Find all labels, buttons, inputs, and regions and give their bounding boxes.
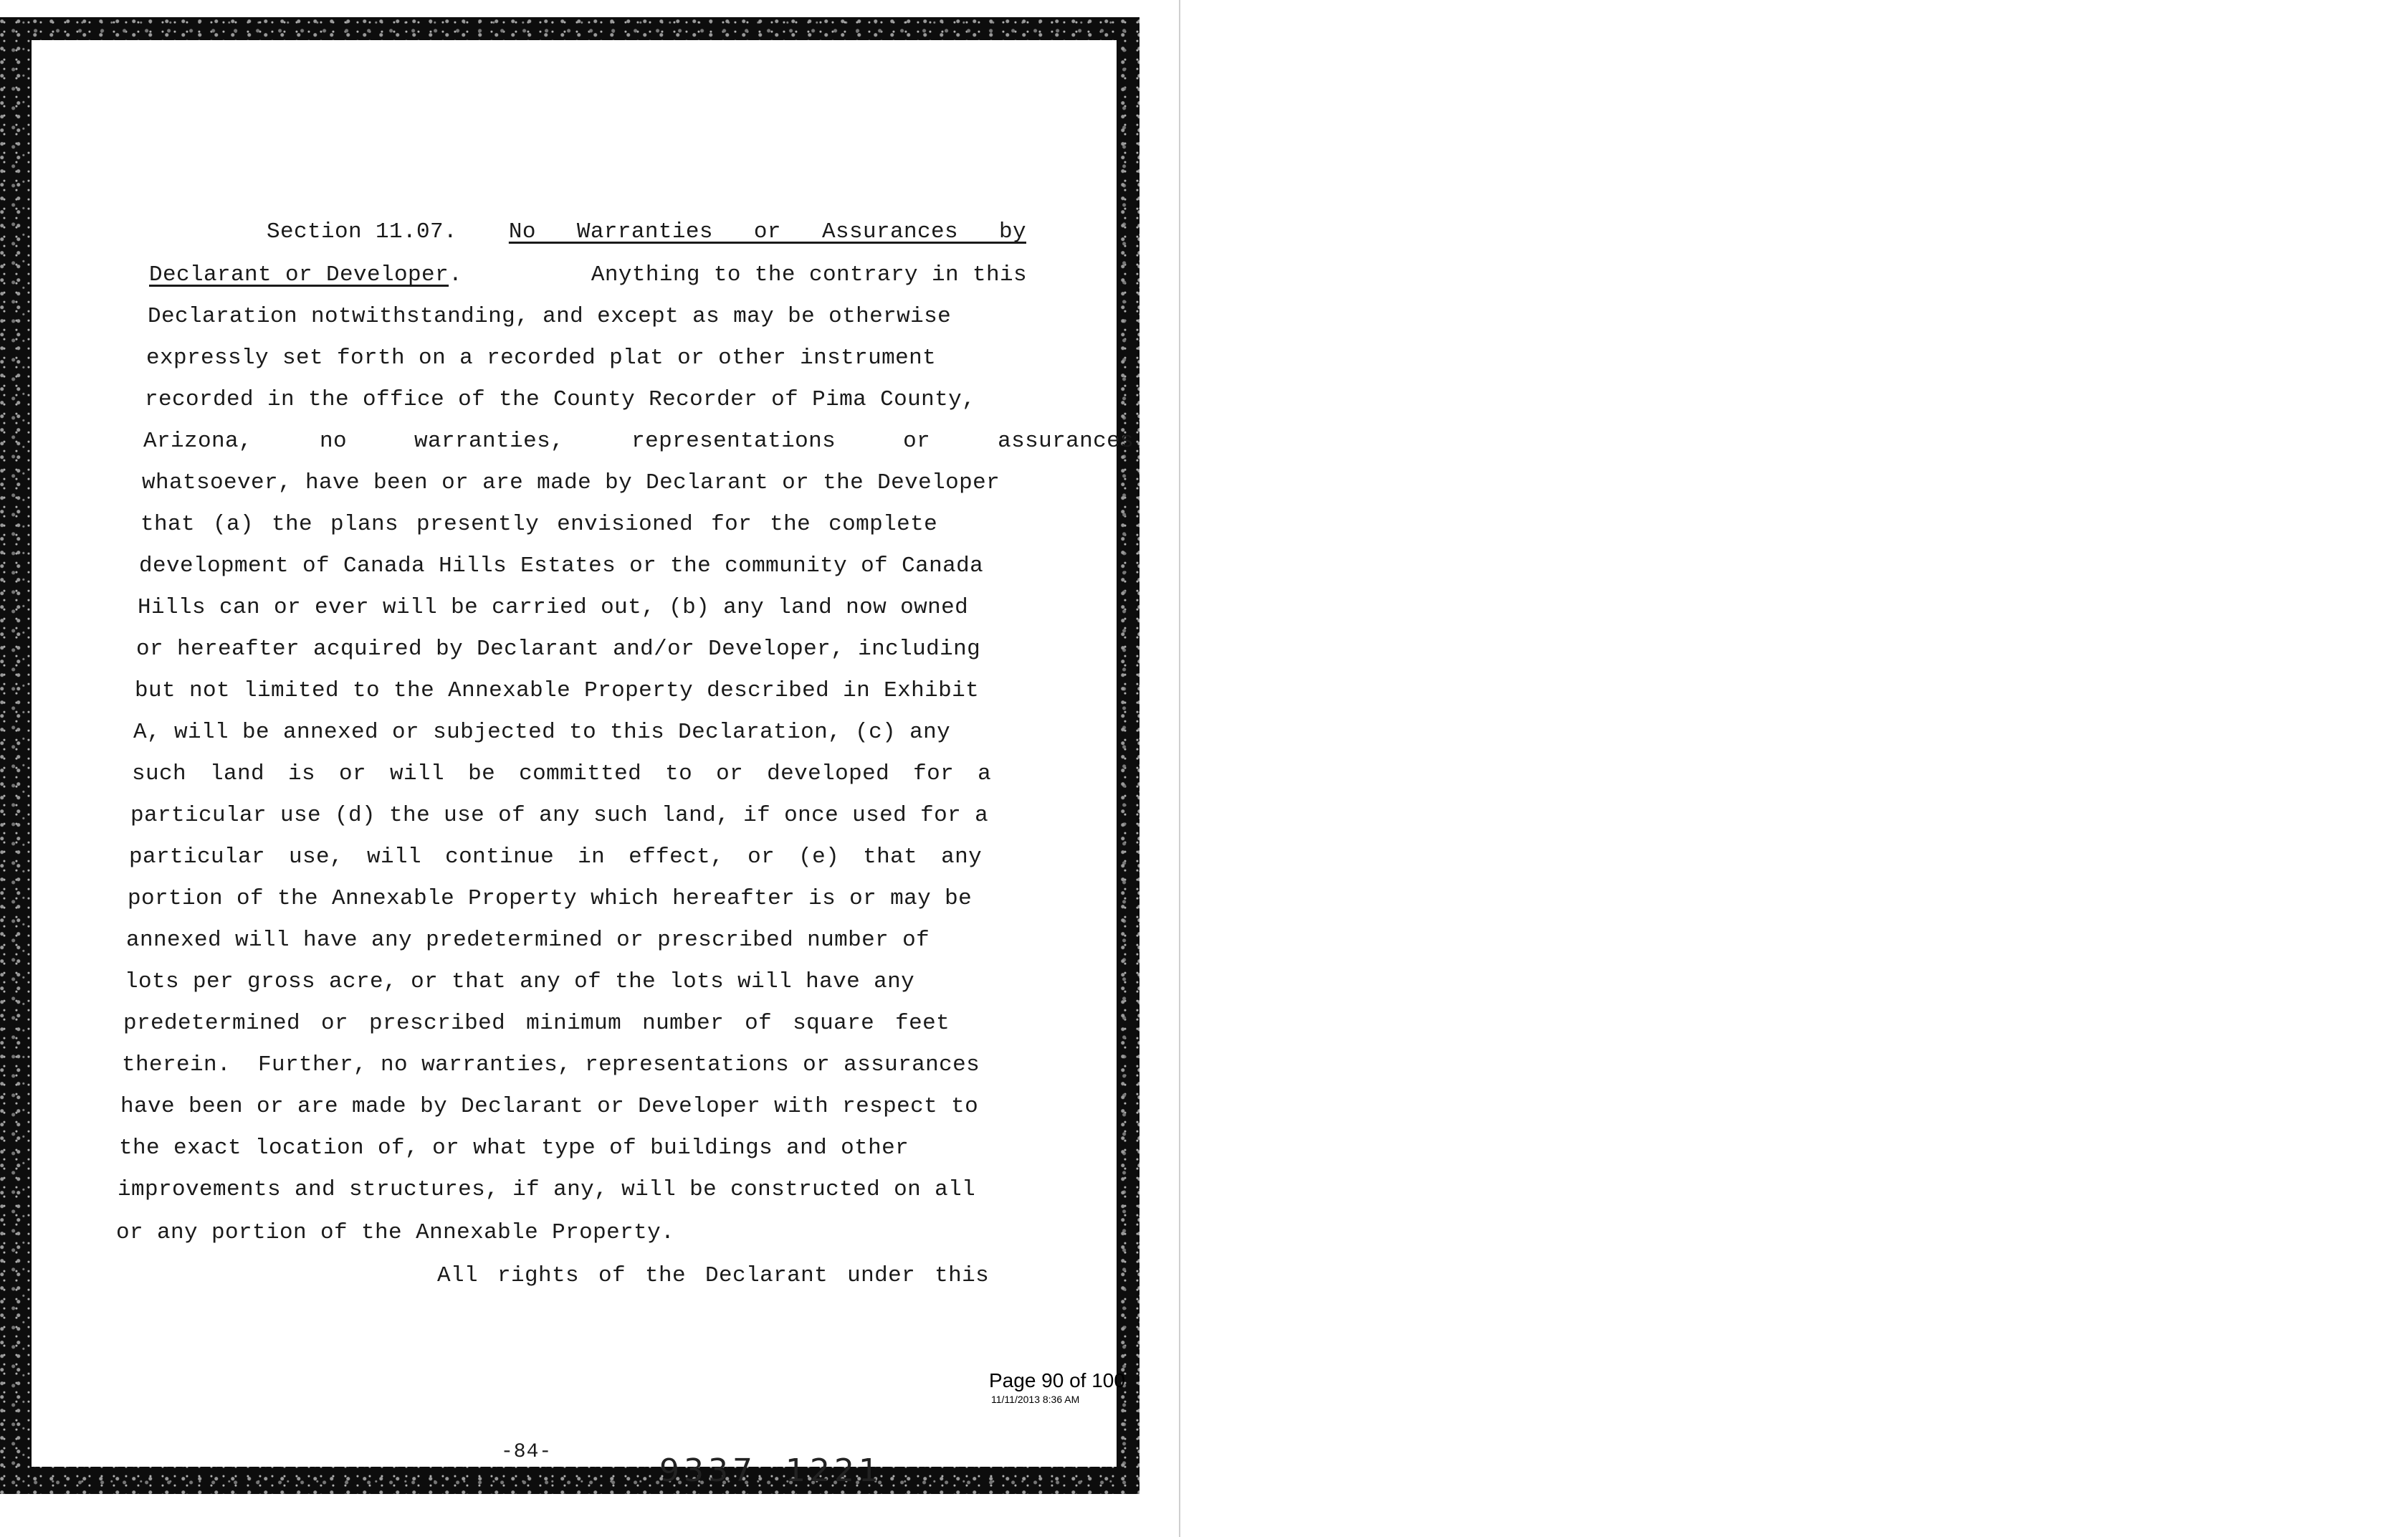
section-title-part1: No Warranties or Assurances by [508, 219, 1026, 244]
body-line: A, will be annexed or subjected to this Declaration, (c) any [133, 720, 951, 745]
body-line: Declaration notwithstanding, and except as may be otherwise [148, 304, 952, 329]
body-line: Arizona, no warranties, representations or assurances [143, 429, 1134, 454]
timestamp-label: 11/11/2013 8:36 AM [991, 1394, 1080, 1405]
body-line: development of Canada Hills Estates or the community of Canada [139, 553, 984, 579]
body-line: the exact location of, or what type of buildings and other [119, 1136, 909, 1161]
page-counter-label: Page 90 of 100 [989, 1369, 1125, 1391]
section-title-part2: Declarant or Developer. [149, 262, 463, 287]
docket-number: 9337 [659, 1452, 757, 1489]
body-text: Anything to the contrary in this [591, 262, 1027, 287]
viewer-divider [1179, 0, 1180, 1537]
body-line: therein. Further, no warranties, representations or assurances [122, 1052, 980, 1077]
body-line: recorded in the office of the County Recorder of Pima County, [145, 387, 976, 412]
body-line-continued: All rights of the Declarant under this [437, 1263, 990, 1288]
body-line: portion of the Annexable Property which hereafter is or may be [128, 886, 973, 911]
body-line: but not limited to the Annexable Property described in Exhibit [135, 678, 980, 703]
docket-page: 1221 [785, 1452, 883, 1489]
body-line: or any portion of the Annexable Property. [116, 1220, 675, 1245]
body-line: have been or are made by Declarant or Developer with respect to [120, 1094, 979, 1119]
section-number: Section 11.07. [267, 219, 458, 244]
body-line: or hereafter acquired by Declarant and/or Developer, including [136, 637, 981, 662]
body-line [149, 262, 1027, 287]
body-line: that (a) the plans presently envisioned for the complete [140, 512, 938, 537]
body-line: improvements and structures, if any, will be constructed on all [118, 1177, 976, 1202]
body-line: whatsoever, have been or are made by Declarant or the Developer [142, 470, 1000, 495]
document-page [32, 40, 1134, 1489]
body-line: predetermined or prescribed minimum number of square feet [123, 1011, 950, 1036]
body-line: particular use (d) the use of any such land, if once used for a [130, 803, 989, 828]
scan-border [0, 17, 1140, 1494]
body-line: annexed will have any predetermined or prescribed number of [126, 928, 930, 953]
page-number: -84- [501, 1441, 553, 1463]
section-heading [267, 219, 1026, 244]
body-line: expressly set forth on a recorded plat or other instrument [146, 346, 937, 371]
body-line: lots per gross acre, or that any of the lots will have any [125, 969, 915, 994]
body-line: such land is or will be committed to or developed for a [132, 761, 992, 786]
body-line: particular use, will continue in effect, or (e) that any [129, 844, 983, 870]
body-line: Hills can or ever will be carried out, (b) any land now owned [138, 595, 969, 620]
